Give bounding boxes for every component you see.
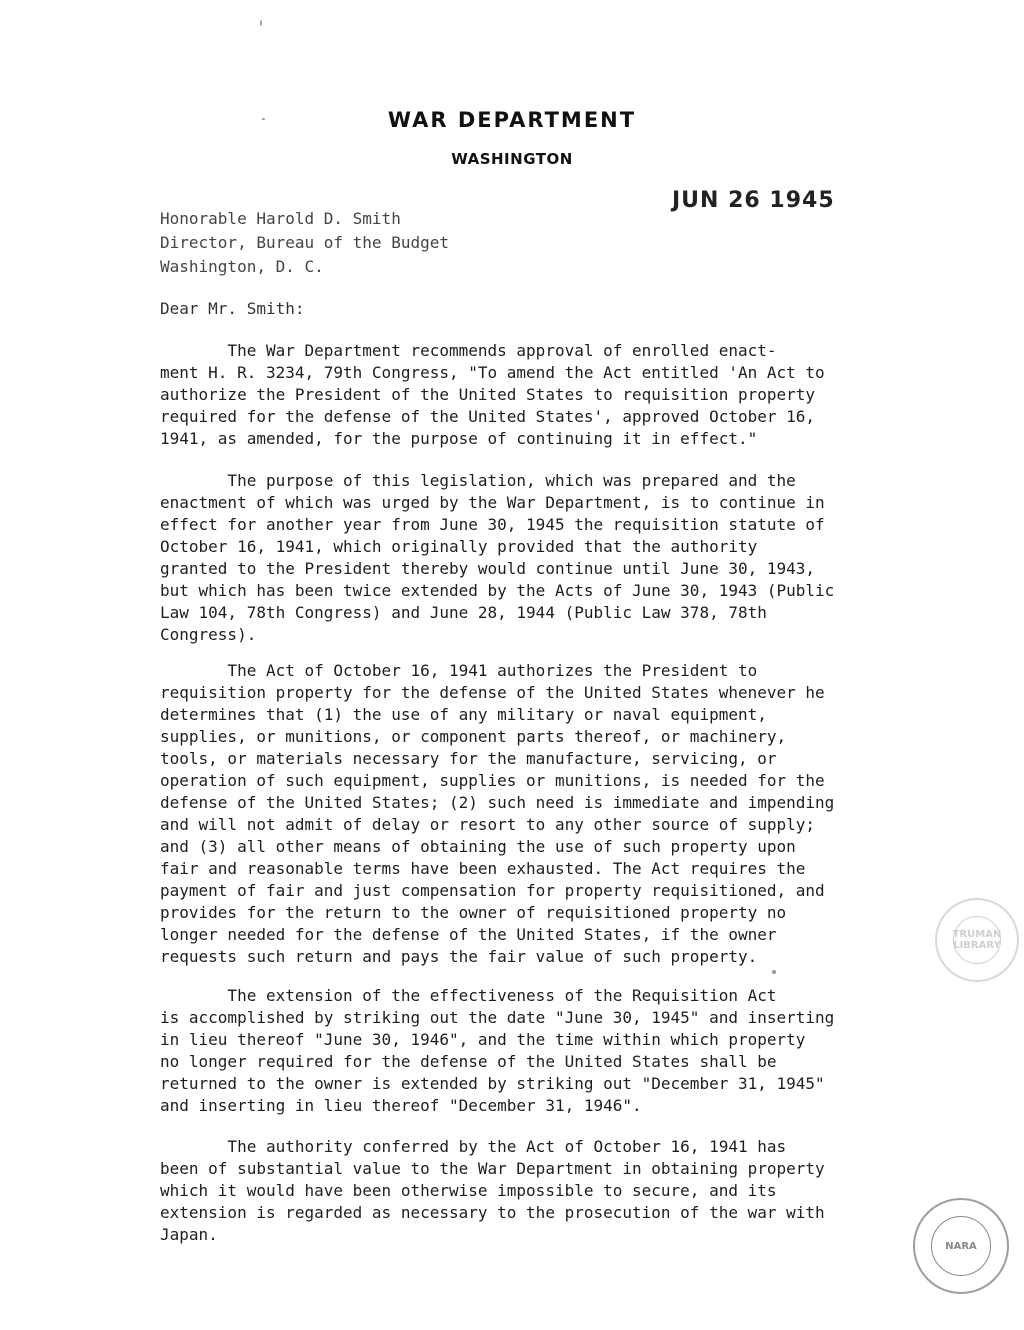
text-line: authorize the President of the United States to requisition property <box>160 385 816 404</box>
address-line: Director, Bureau of the Budget <box>160 233 449 252</box>
text-line: but which has been twice extended by the Acts of June 30, 1943 (Public <box>160 581 835 600</box>
text-line: supplies, or munitions, or component parts thereof, or machinery, <box>160 727 787 746</box>
text-line: Law 104, 78th Congress) and June 28, 1944 (Public Law 378, 78th <box>160 603 767 622</box>
text-line: in lieu thereof "June 30, 1946", and the time within which property <box>160 1030 806 1049</box>
library-seal-faint <box>935 898 1019 982</box>
address-line: Honorable Harold D. Smith <box>160 209 401 228</box>
paragraph-extension <box>160 985 834 1117</box>
text-line: The extension of the effectiveness of the Requisition Act <box>160 986 777 1005</box>
text-line: tools, or materials necessary for the manufacture, servicing, or <box>160 749 777 768</box>
text-line: ment H. R. 3234, 79th Congress, "To amend the Act entitled 'An Act to <box>160 363 825 382</box>
text-line: Congress). <box>160 625 257 644</box>
text-line: which it would have been otherwise impossible to secure, and its <box>160 1181 777 1200</box>
library-seal <box>913 1198 1009 1294</box>
text-line: granted to the President thereby would continue until June 30, 1943, <box>160 559 816 578</box>
text-line: effect for another year from June 30, 1945 the requisition statute of <box>160 515 825 534</box>
text-line: required for the defense of the United States', approved October 16, <box>160 407 816 426</box>
text-line: October 16, 1941, which originally provided that the authority <box>160 537 758 556</box>
text-line: and (3) all other means of obtaining the use of such property upon <box>160 837 796 856</box>
text-line: returned to the owner is extended by striking out "December 31, 1945" <box>160 1074 825 1093</box>
paragraph-recommendation <box>160 340 825 450</box>
text-line: Japan. <box>160 1225 218 1244</box>
letterhead-department: WAR DEPARTMENT <box>387 108 637 132</box>
text-line: and inserting in lieu thereof "December 31, 1946". <box>160 1096 642 1115</box>
address-line: Washington, D. C. <box>160 257 324 276</box>
paragraph-act-authority <box>160 660 834 968</box>
text-line: no longer required for the defense of the United States shall be <box>160 1052 777 1071</box>
text-line: fair and reasonable terms have been exhausted. The Act requires the <box>160 859 806 878</box>
salutation: Dear Mr. Smith: <box>160 299 305 318</box>
text-line: provides for the return to the owner of requisitioned property no <box>160 903 787 922</box>
text-line: 1941, as amended, for the purpose of continuing it in effect." <box>160 429 758 448</box>
paper-speck <box>260 20 262 26</box>
text-line: longer needed for the defense of the United States, if the owner <box>160 925 777 944</box>
text-line: been of substantial value to the War Department in obtaining property <box>160 1159 825 1178</box>
text-line: The War Department recommends approval of enrolled enact- <box>160 341 777 360</box>
text-line: operation of such equipment, supplies or munitions, is needed for the <box>160 771 825 790</box>
paper-speck <box>262 118 265 120</box>
text-line: requisition property for the defense of the United States whenever he <box>160 683 825 702</box>
text-line: extension is regarded as necessary to the prosecution of the war with <box>160 1203 825 1222</box>
text-line: is accomplished by striking out the date "June 30, 1945" and inserting <box>160 1008 835 1027</box>
text-line: The Act of October 16, 1941 authorizes the President to <box>160 661 758 680</box>
paragraph-value <box>160 1136 825 1246</box>
text-line: enactment of which was urged by the War Department, is to continue in <box>160 493 825 512</box>
text-line: payment of fair and just compensation for property requisitioned, and <box>160 881 825 900</box>
paper-speck <box>772 970 776 974</box>
text-line: defense of the United States; (2) such need is immediate and impending <box>160 793 835 812</box>
text-line: requests such return and pays the fair value of such property. <box>160 947 758 966</box>
text-line: The purpose of this legislation, which was prepared and the <box>160 471 796 490</box>
text-line: The authority conferred by the Act of October 16, 1941 has <box>160 1137 787 1156</box>
date-stamp: JUN 26 1945 <box>672 188 835 213</box>
seal-text: NARA <box>931 1216 991 1276</box>
text-line: and will not admit of delay or resort to any other source of supply; <box>160 815 816 834</box>
text-line: determines that (1) the use of any military or naval equipment, <box>160 705 767 724</box>
letterhead-city: WASHINGTON <box>451 150 573 168</box>
paragraph-purpose <box>160 470 834 646</box>
seal-text: TRUMAN LIBRARY <box>953 916 1001 964</box>
recipient-address <box>160 207 449 279</box>
